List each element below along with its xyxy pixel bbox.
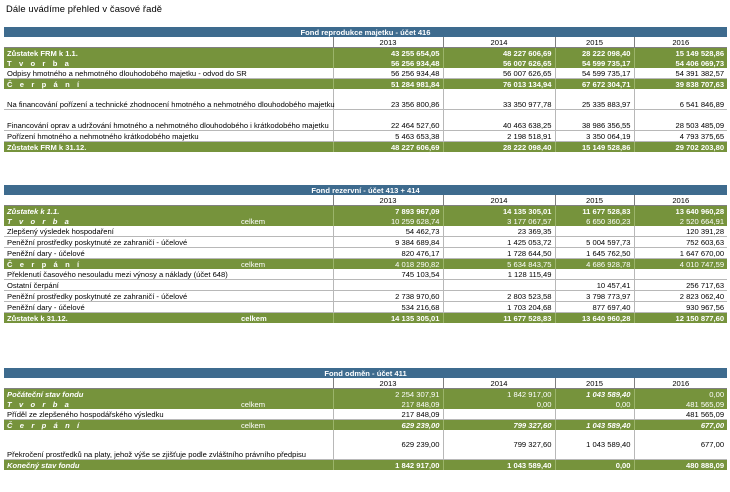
table-row [4, 79, 727, 90]
value-cell: 1 425 053,72 [443, 237, 555, 248]
celkem-label: celkem [238, 399, 333, 409]
row-label: Č e r p á n í [4, 79, 333, 90]
value-cell: 14 135 305,01 [333, 313, 443, 324]
value-cell: 39 838 707,63 [634, 79, 727, 90]
table-row [4, 58, 727, 68]
row-label: Peněžní dary - účelové [4, 302, 333, 313]
row-label: Pořízení hmotného a nehmotného krátkodobého majetku [4, 131, 333, 142]
fund-rezervni-table [4, 185, 727, 323]
value-cell: 930 967,56 [634, 302, 727, 313]
value-cell: 2 254 307,91 [333, 389, 443, 400]
value-cell: 3 798 773,97 [555, 291, 634, 302]
row-label: Peněžní prostředky poskytnuté ze zahraničí - účelové [4, 291, 333, 302]
value-cell: 48 227 606,69 [443, 48, 555, 59]
fund-odmen-table [4, 368, 727, 470]
value-cell: 23 369,35 [443, 226, 555, 237]
intro-text: Dále uvádíme přehled v časové řadě [6, 3, 163, 14]
value-cell: 4 686 928,78 [555, 259, 634, 270]
value-cell: 480 888,09 [634, 460, 727, 471]
table-row [4, 131, 727, 142]
value-cell: 1 043 589,40 [555, 430, 634, 460]
value-cell: 677,00 [634, 420, 727, 431]
row-label: T v o r b a [4, 216, 238, 226]
value-cell: 5 634 843,75 [443, 259, 555, 270]
value-cell: 15 149 528,86 [634, 48, 727, 59]
value-cell: 56 007 626,65 [443, 68, 555, 79]
year-2014: 2014 [443, 378, 555, 389]
year-2014: 2014 [443, 195, 555, 206]
row-label: Počáteční stav fondu [4, 389, 333, 400]
value-cell: 5 463 653,38 [333, 131, 443, 142]
value-cell: 0,00 [634, 389, 727, 400]
row-label: Zůstatek k 31.12. [4, 313, 238, 324]
row-label: Zlepšený výsledek hospodaření [4, 226, 333, 237]
table-row [4, 420, 727, 431]
table-row [4, 399, 727, 409]
value-cell [333, 280, 443, 291]
row-label: T v o r b a [4, 58, 333, 68]
table-row [4, 430, 727, 460]
value-cell: 13 640 960,28 [634, 206, 727, 217]
value-cell: 2 520 664,91 [634, 216, 727, 226]
value-cell: 877 697,40 [555, 302, 634, 313]
year-header-row [4, 37, 727, 48]
table-row [4, 269, 727, 280]
row-label: Zůstatek FRM k 31.12. [4, 142, 333, 153]
table-title-row [4, 27, 727, 37]
year-2015: 2015 [555, 378, 634, 389]
value-cell: 5 004 597,73 [555, 237, 634, 248]
value-cell: 22 464 527,60 [333, 110, 443, 131]
table-row [4, 302, 727, 313]
value-cell: 1 043 589,40 [555, 389, 634, 400]
table-title-row [4, 368, 727, 378]
value-cell: 256 717,63 [634, 280, 727, 291]
value-cell: 1 128 115,49 [443, 269, 555, 280]
year-2013: 2013 [333, 37, 443, 48]
value-cell: 1 645 762,50 [555, 248, 634, 259]
value-cell: 10 259 628,74 [333, 216, 443, 226]
value-cell: 13 640 960,28 [555, 313, 634, 324]
table-row [4, 259, 727, 270]
table-row [4, 237, 727, 248]
year-2016: 2016 [634, 378, 727, 389]
value-cell: 33 350 977,78 [443, 89, 555, 110]
value-cell: 54 391 382,57 [634, 68, 727, 79]
value-cell: 677,00 [634, 430, 727, 460]
celkem-label: celkem [238, 259, 333, 270]
row-label: Překročení prostředků na platy, jehož výše se zjišťuje podle zvláštního právního předpisu [4, 430, 238, 460]
value-cell: 54 599 735,17 [555, 58, 634, 68]
value-cell: 217 848,09 [333, 399, 443, 409]
row-label: Č e r p á n í [4, 420, 238, 431]
value-cell: 217 848,09 [333, 409, 443, 420]
value-cell: 29 702 203,80 [634, 142, 727, 153]
value-cell: 28 503 485,09 [634, 110, 727, 131]
value-cell: 10 457,41 [555, 280, 634, 291]
value-cell: 3 177 067,57 [443, 216, 555, 226]
year-2015: 2015 [555, 37, 634, 48]
value-cell: 9 384 689,84 [333, 237, 443, 248]
row-label: T v o r b a [4, 399, 238, 409]
year-2015: 2015 [555, 195, 634, 206]
fund-odmen-title: Fond odměn - účet 411 [4, 368, 727, 378]
table-row [4, 280, 727, 291]
table-row [4, 142, 727, 153]
table-row [4, 206, 727, 217]
table-row [4, 313, 727, 324]
value-cell: 48 227 606,69 [333, 142, 443, 153]
celkem-label: celkem [238, 216, 333, 226]
value-cell: 1 647 670,00 [634, 248, 727, 259]
table-row [4, 389, 727, 400]
value-cell: 752 603,63 [634, 237, 727, 248]
value-cell: 38 986 356,55 [555, 110, 634, 131]
row-label: Č e r p á n í [4, 259, 238, 270]
table-row [4, 460, 727, 471]
value-cell: 76 013 134,94 [443, 79, 555, 90]
value-cell: 11 677 528,83 [555, 206, 634, 217]
value-cell: 56 256 934,48 [333, 58, 443, 68]
value-cell: 2 198 518,91 [443, 131, 555, 142]
value-cell: 28 222 098,40 [555, 48, 634, 59]
value-cell: 15 149 528,86 [555, 142, 634, 153]
year-2016: 2016 [634, 37, 727, 48]
value-cell: 2 823 062,40 [634, 291, 727, 302]
value-cell: 11 677 528,83 [443, 313, 555, 324]
year-header-row [4, 378, 727, 389]
row-label: Na financování pořízení a technické zhodnocení hmotného a nehmotného dlouhodobého majetku [4, 89, 333, 110]
row-label: Peněžní dary - účelové [4, 248, 333, 259]
value-cell: 481 565,09 [634, 399, 727, 409]
value-cell: 1 043 589,40 [555, 420, 634, 431]
value-cell: 14 135 305,01 [443, 206, 555, 217]
row-label: Příděl ze zlepšeného hospodářského výsledku [4, 409, 333, 420]
value-cell: 1 043 589,40 [443, 460, 555, 471]
value-cell [555, 269, 634, 280]
value-cell: 4 793 375,65 [634, 131, 727, 142]
table-row [4, 216, 727, 226]
year-header-row [4, 195, 727, 206]
row-label: Financování oprav a udržování hmotného a nehmotného dlouhodobého i krátkodobého majetku [4, 110, 333, 131]
value-cell: 54 406 069,73 [634, 58, 727, 68]
year-2016: 2016 [634, 195, 727, 206]
value-cell: 481 565,09 [634, 409, 727, 420]
value-cell: 4 018 290,82 [333, 259, 443, 270]
row-label: Zůstatek FRM k 1.1. [4, 48, 333, 59]
fund-reprodukce-title: Fond reprodukce majetku - účet 416 [4, 27, 727, 37]
celkem-label: celkem [238, 420, 333, 431]
value-cell: 67 672 304,71 [555, 79, 634, 90]
value-cell: 1 728 644,50 [443, 248, 555, 259]
value-cell: 534 216,68 [333, 302, 443, 313]
value-cell: 40 463 638,25 [443, 110, 555, 131]
value-cell: 6 541 846,89 [634, 89, 727, 110]
row-label: Zůstatek k 1.1. [4, 206, 333, 217]
row-label: Peněžní prostředky poskytnuté ze zahraničí - účelové [4, 237, 333, 248]
table-row [4, 68, 727, 79]
value-cell: 25 335 883,97 [555, 89, 634, 110]
value-cell: 51 284 981,84 [333, 79, 443, 90]
table-row [4, 110, 727, 131]
value-cell: 12 150 877,60 [634, 313, 727, 324]
year-2014: 2014 [443, 37, 555, 48]
value-cell: 56 256 934,48 [333, 68, 443, 79]
value-cell: 0,00 [555, 399, 634, 409]
table-row [4, 291, 727, 302]
value-cell: 629 239,00 [333, 430, 443, 460]
value-cell: 43 255 654,05 [333, 48, 443, 59]
value-cell: 799 327,60 [443, 430, 555, 460]
year-2013: 2013 [333, 378, 443, 389]
value-cell: 7 893 967,09 [333, 206, 443, 217]
table-row [4, 89, 727, 110]
table-row [4, 226, 727, 237]
value-cell [443, 280, 555, 291]
value-cell: 120 391,28 [634, 226, 727, 237]
fund-rezervni-title: Fond rezervní - účet 413 + 414 [4, 185, 727, 195]
value-cell: 1 842 917,00 [333, 460, 443, 471]
value-cell: 745 103,54 [333, 269, 443, 280]
value-cell: 1 842 917,00 [443, 389, 555, 400]
row-label: Překlenutí časového nesouladu mezi výnosy a náklady (účet 648) [4, 269, 333, 280]
value-cell: 23 356 800,86 [333, 89, 443, 110]
value-cell: 629 239,00 [333, 420, 443, 431]
value-cell: 4 010 747,59 [634, 259, 727, 270]
value-cell: 0,00 [443, 399, 555, 409]
value-cell: 54 599 735,17 [555, 68, 634, 79]
value-cell: 820 476,17 [333, 248, 443, 259]
value-cell: 799 327,60 [443, 420, 555, 431]
table-row [4, 248, 727, 259]
value-cell: 2 803 523,58 [443, 291, 555, 302]
table-row [4, 48, 727, 59]
value-cell: 6 650 360,23 [555, 216, 634, 226]
row-label: Konečný stav fondu [4, 460, 333, 471]
row-label: Ostatní čerpání [4, 280, 333, 291]
value-cell: 0,00 [555, 460, 634, 471]
value-cell [634, 269, 727, 280]
fund-reprodukce-table [4, 27, 727, 152]
value-cell: 2 738 970,60 [333, 291, 443, 302]
value-cell [555, 226, 634, 237]
table-row [4, 409, 727, 420]
value-cell: 28 222 098,40 [443, 142, 555, 153]
value-cell [443, 409, 555, 420]
row-label: Odpisy hmotného a nehmotného dlouhodobého majetku - odvod do SR [4, 68, 333, 79]
table-title-row [4, 185, 727, 195]
value-cell: 54 462,73 [333, 226, 443, 237]
celkem-label: celkem [238, 313, 333, 324]
value-cell: 3 350 064,19 [555, 131, 634, 142]
value-cell: 56 007 626,65 [443, 58, 555, 68]
year-2013: 2013 [333, 195, 443, 206]
value-cell [555, 409, 634, 420]
value-cell: 1 703 204,68 [443, 302, 555, 313]
